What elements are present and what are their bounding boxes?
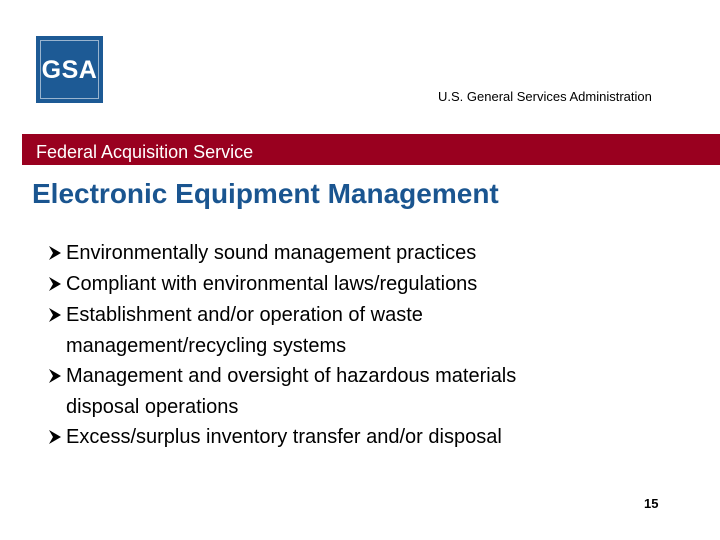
gsa-logo xyxy=(36,36,103,103)
list-item xyxy=(48,238,648,269)
arrowhead-bullet-icon xyxy=(48,274,64,294)
slide-title: Electronic Equipment Management xyxy=(32,178,499,209)
bullet-text: Excess/surplus inventory transfer and/or disposal xyxy=(66,426,502,448)
list-item xyxy=(48,300,648,361)
bullet-text: Compliant with environmental laws/regulations xyxy=(66,273,478,295)
arrowhead-bullet-icon xyxy=(48,427,64,447)
bullet-text-continued: management/recycling systems xyxy=(66,335,347,357)
organization-name: U.S. General Services Administration xyxy=(438,89,652,104)
arrowhead-bullet-icon xyxy=(48,366,64,386)
header-banner xyxy=(22,134,720,165)
bullet-list xyxy=(48,238,648,453)
arrowhead-bullet-icon xyxy=(48,243,64,263)
banner-text: Federal Acquisition Service xyxy=(36,142,254,162)
list-item xyxy=(48,361,648,422)
bullet-text-continued: disposal operations xyxy=(66,396,239,418)
arrowhead-bullet-icon xyxy=(48,305,64,325)
page-number: 15 xyxy=(644,496,659,511)
bullet-text: Environmentally sound management practices xyxy=(66,242,477,264)
list-item xyxy=(48,269,648,300)
logo-text: GSA xyxy=(41,56,98,84)
bullet-text: Establishment and/or operation of waste xyxy=(66,304,423,326)
bullet-text: Management and oversight of hazardous materials xyxy=(66,365,517,387)
list-item xyxy=(48,422,648,453)
